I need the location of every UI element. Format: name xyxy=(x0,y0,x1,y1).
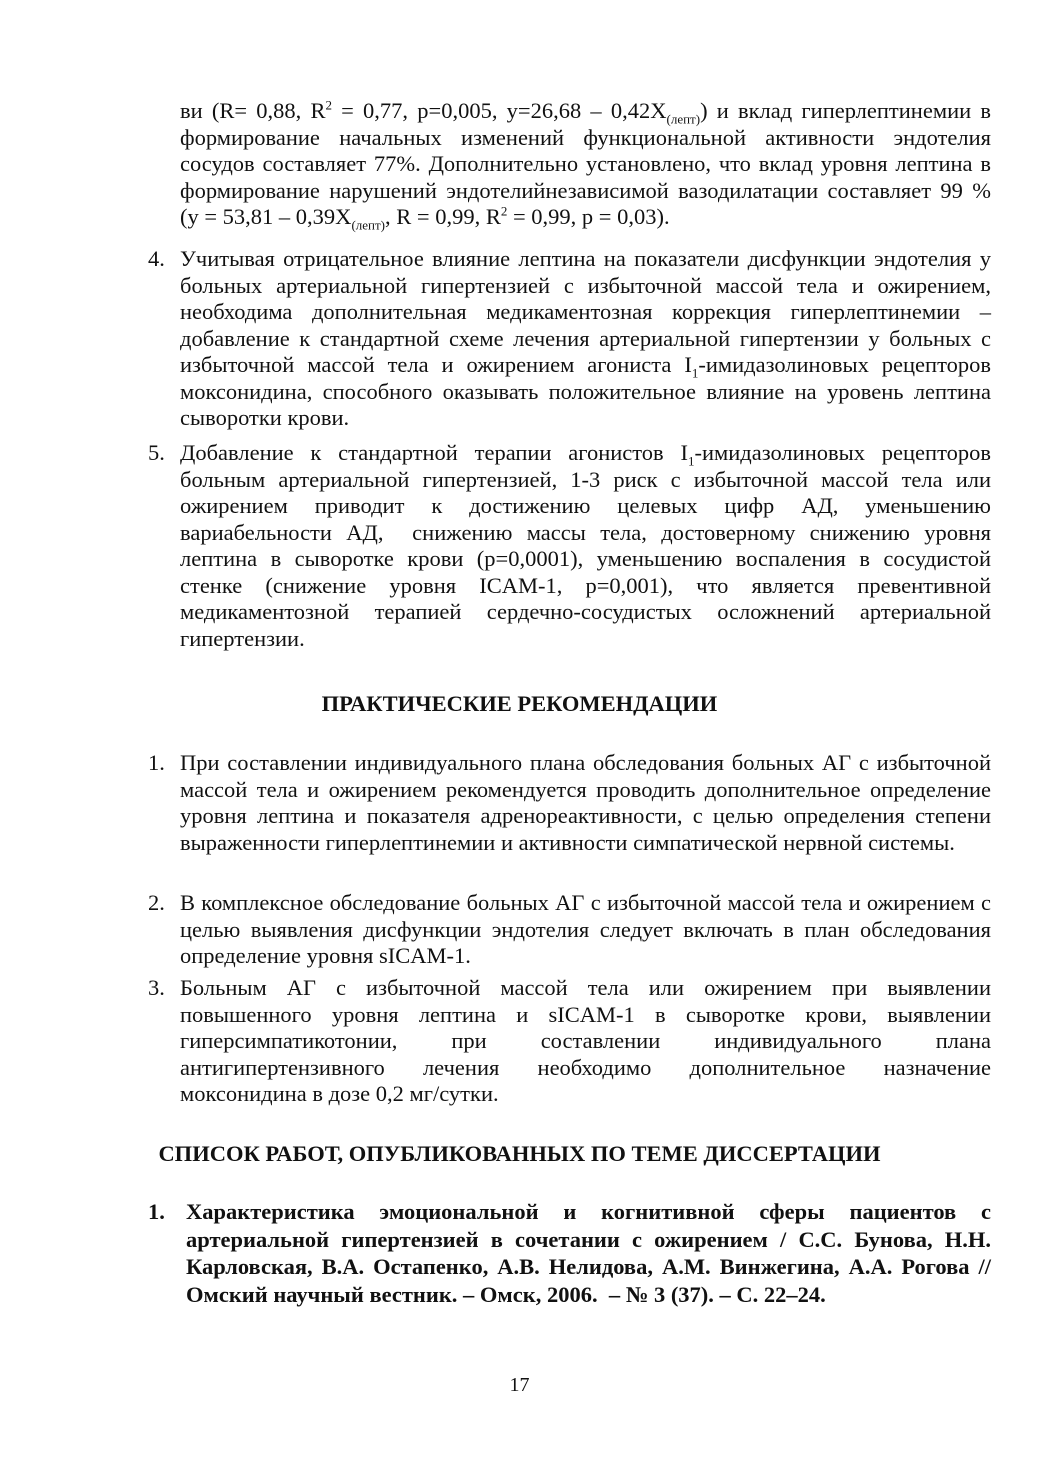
list-item-text: При составлении индивидуального плана обследования больных АГ с избыточной массой тела и ожирением рекомендуется проводить дополнительное определение уровня лептина и показателя адренореактивности, с целью определения степени выраженности гиперлептинемии и активности симпатической нервной системы. xyxy=(180,750,991,855)
list-item-number: 1. xyxy=(148,1199,165,1224)
list-item-number: 5. xyxy=(148,440,165,465)
conclusion-item-5 xyxy=(148,440,991,652)
list-item-number: 4. xyxy=(148,246,165,271)
list-item-text: В комплексное обследование больных АГ с избыточной массой тела и ожирением с целью выявления дисфункции эндотелия следует включать в план обследования определение уровня sICAM-1. xyxy=(180,890,991,968)
list-item-number: 1. xyxy=(148,750,165,775)
publication-item-1 xyxy=(148,1198,991,1308)
list-item-text: Добавление к стандартной терапии агонистов $I_1$-имидазолиновых рецепторов больным артериальной гипертензией, 1-3 риск с избыточной массой тела или ожирением приводит к достижению целевых цифр АД, уменьшению вариабельности АД, снижению массы тела, достоверному снижению уровня лептина в сыворотке крови (p=0,0001), уменьшению воспаления в сосудистой стенке (снижение уровня ICAM-1, p=0,001), что является превентивной медикаментозной терапией сердечно-сосудистых осложнений артериальной гипертензии. xyxy=(180,440,991,651)
section-heading-recommendations: ПРАКТИЧЕСКИЕ РЕКОМЕНДАЦИИ xyxy=(321,691,718,716)
continued-conclusion-paragraph: ви (R= 0,88, $R^2 = 0,77$, p=0,005, $y=26,68 - 0,42X_{(лепт)}$) и вклад гиперлептинемии в формирование начальных изменений функциональной активности эндотелия сосудов составляет 77%. Дополнительно установлено, что вклад уровня лептина в формирование нарушений эндотелийнезависимой вазодилатации составляет 99 % ($у = 53,81 - 0,39X_{(лепт)}$, R = 0,99, $R^2 = 0,99$, p = 0,03). xyxy=(180,97,991,233)
list-item-number: 3. xyxy=(148,975,165,1000)
recommendation-item-3 xyxy=(148,975,991,1108)
recommendation-item-1 xyxy=(148,750,991,856)
page-number: 17 xyxy=(509,1374,530,1396)
list-item-text: Больным АГ с избыточной массой тела или ожирением при выявлении повышенного уровня лептина и sICAM-1 в сыворотке крови, выявлении гиперсимпатикотонии, при составлении индивидуального плана антигипертензивного лечения необходимо дополнительное назначение моксонидина в дозе 0,2 мг/сутки. xyxy=(180,975,991,1106)
section-heading-publications: СПИСОК РАБОТ, ОПУБЛИКОВАННЫХ ПО ТЕМЕ ДИССЕРТАЦИИ xyxy=(158,1141,881,1166)
publication-citation: Характеристика эмоциональной и когнитивной сферы пациентов с артериальной гипертензией в сочетании с ожирением / С.С. Бунова, Н.Н. Карловская, В.А. Остапенко, А.В. Нелидова, А.М. Винжегина, А.А. Рогова // Омский научный вестник. – Омск, 2006. – № 3 (37). – С. 22–24. xyxy=(186,1199,991,1307)
conclusion-item-4 xyxy=(148,246,991,432)
list-item-text: Учитывая отрицательное влияние лептина на показатели дисфункции эндотелия у больных артериальной гипертензией с избыточной массой тела и ожирением, необходима дополнительная медикаментозная коррекция гиперлептинемии – добавление к стандартной схеме лечения артериальной гипертензии у больных с избыточной массой тела и ожирением агониста $I_1$-имидазолиновых рецепторов моксонидина, способного оказывать положительное влияние на уровень лептина сыворотки крови. xyxy=(180,246,991,430)
recommendation-item-2 xyxy=(148,890,991,970)
list-item-number: 2. xyxy=(148,890,165,915)
